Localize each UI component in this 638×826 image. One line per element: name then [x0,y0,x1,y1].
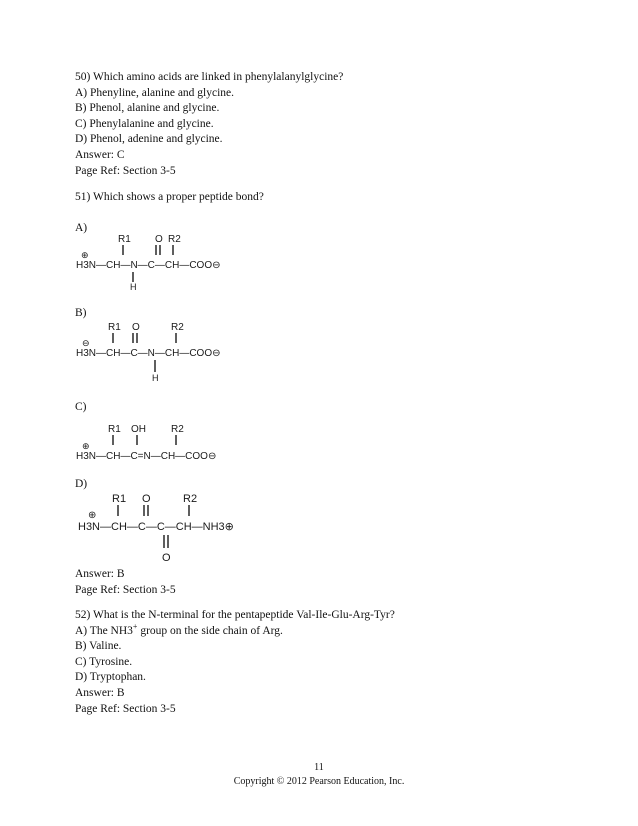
svg-text:O: O [162,552,171,564]
r1-label: R1 [108,322,121,333]
option-a: A) The NH3+ group on the side chain of Arg. [75,621,283,637]
chain-a: H3N—CH—N—C—CH—COO⊖ [76,260,221,271]
r2-label: R2 [168,234,181,245]
chain-b: H3N—CH—C—N—CH—COO⊖ [76,348,221,359]
r2-label: R2 [171,424,184,435]
question-52 [75,608,575,717]
copyright: Copyright © 2012 Pearson Education, Inc. [233,776,405,787]
svg-text:O: O [142,493,151,505]
charge-minus: ⊖ [82,338,90,348]
chain-c: H3N—CH—C=N—CH—COO⊖ [76,451,217,462]
label-a: A) [75,222,88,234]
option-b: B) Phenol, alanine and glycine. [75,102,220,115]
option-b: B) Valine. [75,640,122,653]
page-ref: Page Ref: Section 3-5 [75,164,176,177]
structure-d [70,488,260,568]
page-number: 11 [314,762,324,773]
question-50 [75,70,575,179]
option-a: A) Phenyline, alanine and glycine. [75,86,235,99]
option-c: C) Phenylalanine and glycine. [75,117,214,130]
question-text: 50) Which amino acids are linked in phenylalanylglycine? [75,71,344,83]
charge-plus: ⊕ [82,441,90,451]
answer: Answer: C [75,148,125,161]
svg-text:H: H [152,373,159,383]
structure-c [70,418,250,468]
chain-d: H3N—CH—C—C—CH—NH3⊕ [78,521,234,533]
svg-text:O: O [132,322,140,333]
charge-plus: ⊕ [81,250,89,260]
question-51 [75,190,575,206]
question-51-answer [75,567,575,598]
r1-label: R1 [108,424,121,435]
r2-label: R2 [171,322,184,333]
answer: Answer: B [75,686,125,699]
structure-b [70,316,250,386]
r1-label: R1 [112,493,127,505]
option-d: D) Phenol, adenine and glycine. [75,133,223,146]
svg-text:H: H [130,282,137,292]
label-c: C) [75,401,87,413]
option-c: C) Tyrosine. [75,655,133,668]
question-text: 51) Which shows a proper peptide bond? [75,191,264,203]
r2-label: R2 [183,493,198,505]
r1-label: R1 [118,234,131,245]
option-d: D) Tryptophan. [75,671,146,684]
question-text: 52) What is the N-terminal for the pentapeptide Val-Ile-Glu-Arg-Tyr? [75,609,395,621]
svg-text:O: O [155,234,163,245]
page-footer [0,761,638,789]
label-b: B) [75,307,87,319]
label-d: D) [75,478,88,490]
answer: Answer: B [75,568,125,580]
svg-text:OH: OH [131,424,146,435]
structure-a [70,228,250,294]
page-ref: Page Ref: Section 3-5 [75,702,176,715]
charge-plus: ⊕ [88,510,97,521]
page-ref: Page Ref: Section 3-5 [75,583,176,596]
